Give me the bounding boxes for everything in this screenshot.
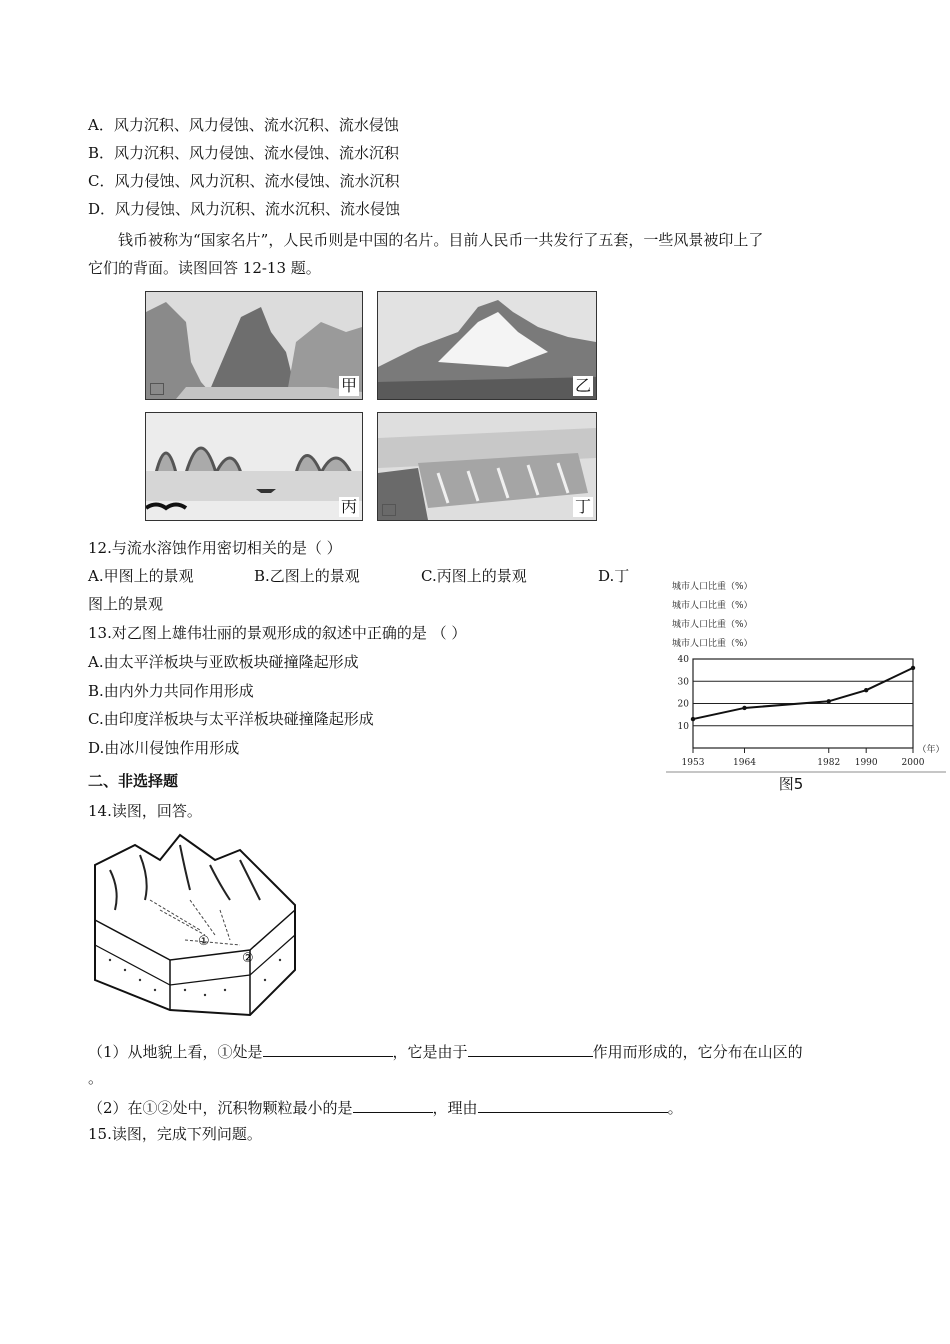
data-point	[864, 688, 868, 692]
q12-option-a: A.甲图上的景观	[88, 567, 194, 585]
y-tick-label: 30	[677, 677, 689, 688]
x-tick-label: 1964	[733, 758, 756, 768]
banknote-stamp	[150, 383, 164, 395]
q15-stem: 15.读图，完成下列问题。	[88, 1125, 262, 1143]
chart-header-label: 城市人口比重（%）	[672, 620, 753, 630]
alluvial-fan-diagram	[90, 830, 310, 1025]
q13-option-d: D.由冰川侵蚀作用形成	[88, 739, 240, 757]
urban-population-chart	[660, 575, 950, 795]
data-point	[742, 706, 746, 710]
q14-part-1-mid: ，它是由于	[392, 1043, 468, 1061]
q12-option-d-continued: 图上的景观	[88, 595, 164, 613]
answer-blank-reason[interactable]	[478, 1096, 668, 1113]
chart-header-label: 城市人口比重（%）	[672, 582, 753, 592]
q14-part-2-mid: ，理由	[432, 1099, 478, 1117]
q12-option-d: D.丁	[598, 567, 630, 585]
banknote-label-ding: 丁	[574, 497, 591, 516]
q11-option-d: D．风力侵蚀、风力沉积、流水沉积、流水侵蚀	[88, 200, 401, 218]
q14-part-1-end: 。	[88, 1069, 104, 1087]
q14-part-1-prefix: （1）从地貌上看，①处是	[88, 1043, 263, 1061]
x-axis-label: （年）	[917, 745, 945, 755]
intro-line-2: 它们的背面。读图回答 12-13 题。	[88, 259, 321, 277]
q12-option-c: C.丙图上的景观	[421, 567, 527, 585]
banknote-bing-image	[145, 412, 363, 521]
x-tick-label: 1953	[681, 758, 705, 768]
banknote-jia-image	[145, 291, 363, 400]
data-point	[691, 717, 695, 721]
banknote-label-jia: 甲	[340, 376, 357, 395]
series-line	[693, 668, 913, 719]
q14-stem: 14.读图，回答。	[88, 802, 202, 820]
q14-part-1	[88, 1040, 803, 1062]
banknote-ding-image	[377, 412, 597, 521]
q14-part-1-suffix: 作用而形成的，它分布在山区的	[592, 1043, 803, 1061]
q14-part-2-end: 。	[667, 1099, 683, 1117]
q13-option-b: B.由内外力共同作用形成	[88, 682, 254, 700]
y-tick-label: 20	[677, 699, 689, 710]
answer-blank-process[interactable]	[468, 1040, 593, 1057]
x-tick-label: 1982	[817, 758, 841, 768]
chart-title: 图5	[778, 775, 804, 793]
q14-part-2-prefix: （2）在①②处中，沉积物颗粒最小的是	[88, 1099, 353, 1117]
diagram-marker-2: ②	[242, 951, 254, 966]
banknote-yi-image	[377, 291, 597, 400]
mountain-illustration	[378, 292, 596, 399]
diagram-marker-1: ①	[198, 934, 210, 949]
q14-part-2	[88, 1096, 683, 1118]
data-point	[827, 699, 831, 703]
y-tick-label: 40	[677, 655, 689, 665]
waterfall-illustration	[378, 413, 596, 520]
q11-option-a: A．风力沉积、风力侵蚀、流水沉积、流水侵蚀	[88, 116, 399, 134]
y-tick-label: 10	[677, 721, 689, 732]
banknote-label-yi: 乙	[574, 376, 591, 395]
q11-option-b: B．风力沉积、风力侵蚀、流水侵蚀、流水沉积	[88, 144, 400, 162]
answer-blank-smallest[interactable]	[353, 1096, 433, 1113]
karst-illustration	[146, 413, 362, 520]
q12-option-b: B.乙图上的景观	[254, 567, 360, 585]
intro-line-1: 钱币被称为“国家名片”，人民币则是中国的名片。目前人民币一共发行了五套，一些风景被印上了	[118, 231, 764, 249]
q12-stem: 12.与流水溶蚀作用密切相关的是（ ）	[88, 539, 342, 557]
x-tick-label: 1990	[854, 758, 878, 768]
answer-blank-landform[interactable]	[263, 1040, 393, 1057]
section-heading: 二、非选择题	[88, 772, 179, 790]
banknote-label-bing: 丙	[340, 497, 357, 516]
data-point	[911, 666, 915, 670]
x-tick-label: 2000	[901, 758, 925, 768]
gorge-illustration	[146, 292, 362, 399]
q13-option-c: C.由印度洋板块与太平洋板块碰撞隆起形成	[88, 710, 374, 728]
chart-header-label: 城市人口比重（%）	[672, 601, 753, 611]
q13-stem: 13.对乙图上雄伟壮丽的景观形成的叙述中正确的是 （ ）	[88, 624, 467, 642]
q11-option-c: C．风力侵蚀、风力沉积、流水侵蚀、流水沉积	[88, 172, 400, 190]
q13-option-a: A.由太平洋板块与亚欧板块碰撞隆起形成	[88, 653, 359, 671]
chart-header-label: 城市人口比重（%）	[672, 639, 753, 649]
banknote-stamp	[382, 504, 396, 516]
